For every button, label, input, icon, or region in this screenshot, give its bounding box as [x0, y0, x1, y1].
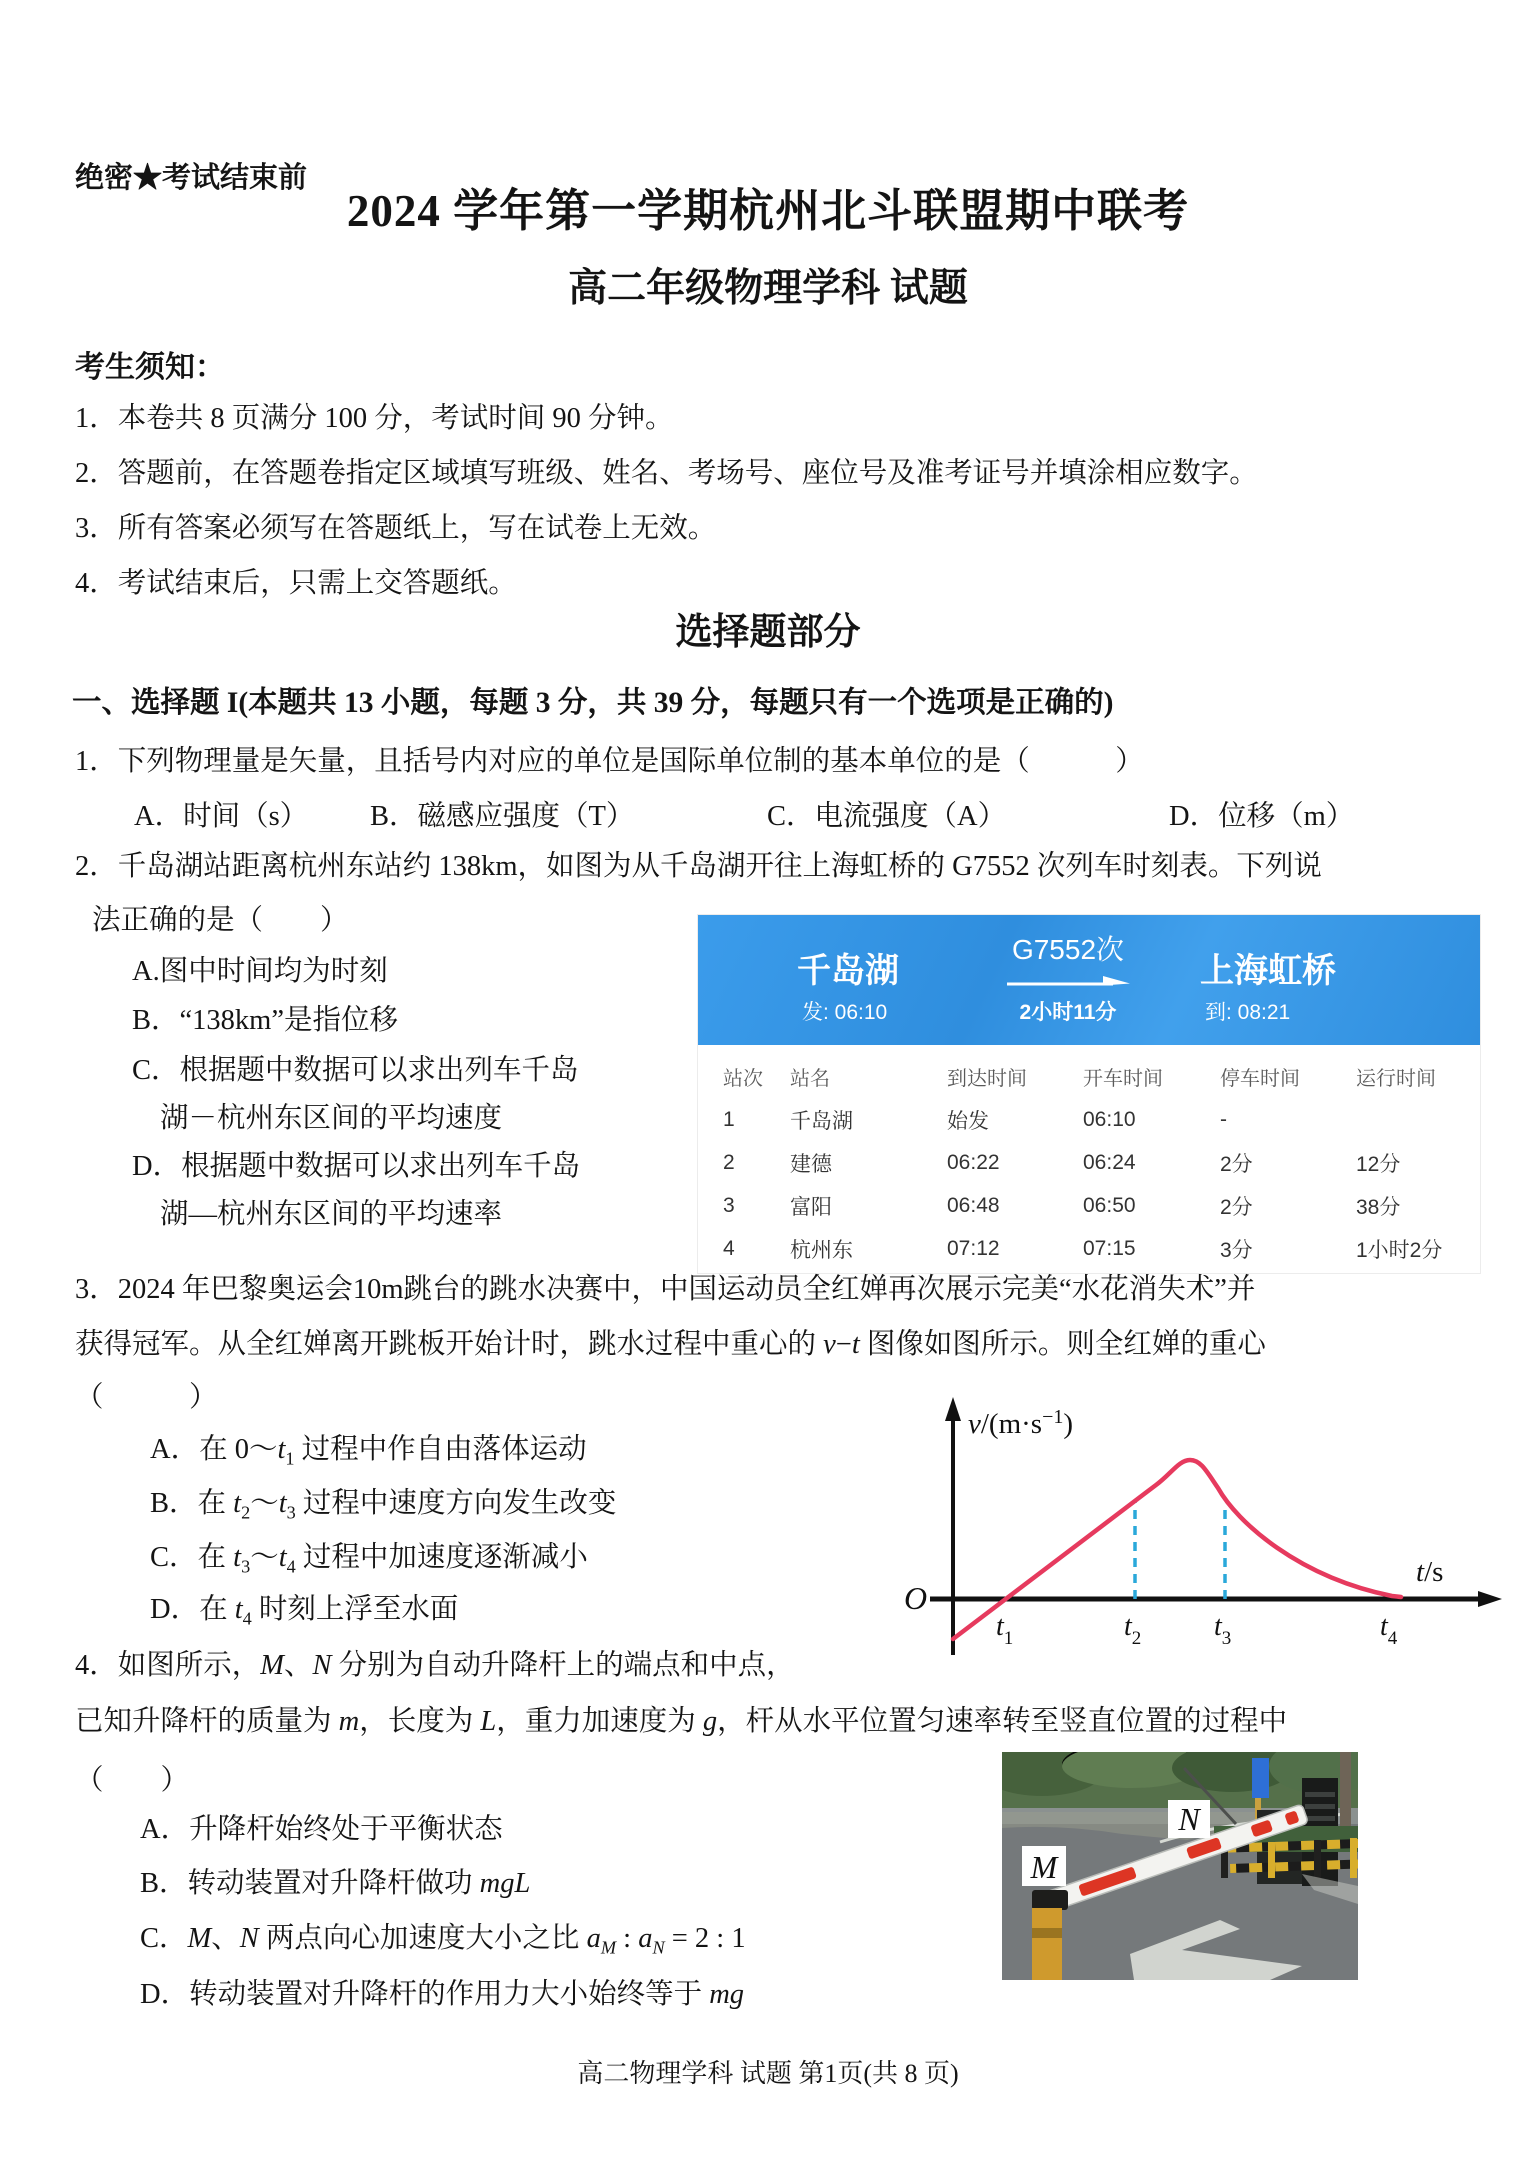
page-footer: 高二物理学科 试题 第1页(共 8 页)	[577, 2059, 959, 2088]
timetable-header	[698, 915, 1480, 1045]
q2-option-d-line2: 湖—杭州东区间的平均速率	[160, 1199, 503, 1230]
notice-item-1: 1．本卷共 8 页满分 100 分，考试时间 90 分钟。	[75, 403, 674, 434]
trip-duration: 2小时11分	[1019, 1001, 1117, 1024]
q1-option-c: C．电流强度（A）	[767, 801, 1007, 832]
point-n-label: N	[1178, 1801, 1200, 1837]
notice-heading: 考生须知：	[75, 351, 225, 384]
table-cell: 千岛湖	[790, 1109, 853, 1133]
col-header: 站次	[723, 1068, 763, 1090]
part-heading: 选择题部分	[675, 612, 861, 653]
q4-option-b: B．转动装置对升降杆做功 mgL	[140, 1868, 531, 1899]
train-arrow-icon	[1003, 973, 1133, 989]
q1-option-a: A．时间（s）	[134, 801, 309, 832]
table-cell: 07:15	[1083, 1236, 1136, 1260]
table-cell: -	[1220, 1107, 1227, 1131]
table-cell: 06:50	[1083, 1193, 1136, 1217]
table-cell: 06:22	[947, 1150, 1000, 1174]
col-header: 运行时间	[1356, 1068, 1436, 1090]
tick-t1: $t_1$	[996, 1611, 1014, 1649]
table-cell: 富阳	[790, 1195, 832, 1219]
point-m-label: M	[1030, 1849, 1058, 1885]
q4-option-d: D．转动装置对升降杆的作用力大小始终等于 mg	[140, 1979, 745, 2010]
q4-option-c: C．M、N 两点向心加速度大小之比 $a_M$ : $a_N = 2$ : 1	[140, 1923, 746, 1958]
table-cell: 2分	[1220, 1152, 1253, 1176]
q2-stem-line2: 法正确的是（ ）	[92, 905, 349, 936]
q3-stem-line3: （ ）	[75, 1382, 218, 1413]
q3-option-c: C．在 $t_3\sim t_4$ 过程中加速度逐渐减小	[150, 1542, 588, 1577]
table-cell: 始发	[947, 1109, 989, 1133]
vt-graph-figure	[868, 1383, 1508, 1668]
table-cell: 杭州东	[790, 1238, 853, 1262]
q2-stem-line1: 2．千岛湖站距离杭州东站约 138km，如图为从千岛湖开往上海虹桥的 G7552 次列车时刻表。下列说	[75, 851, 1322, 882]
tick-t3: $t_3$	[1214, 1611, 1232, 1649]
q3-option-b: B．在 $t_2\sim t_3$ 过程中速度方向发生改变	[150, 1488, 617, 1523]
table-cell: 06:48	[947, 1193, 1000, 1217]
y-axis-label: $v/(m\cdot s^{-1})$	[968, 1406, 1074, 1440]
q2-option-a: A.图中时间均为时刻	[132, 956, 388, 987]
yellow-post	[1032, 1908, 1062, 1980]
tick-t4: $t_4$	[1380, 1611, 1398, 1649]
q3-stem-line2: 获得冠军。从全红婵离开跳板开始计时，跳水过程中重心的 v−t 图像如图所示。则全红婵的重心	[75, 1329, 1266, 1360]
tick-t2: $t_2$	[1124, 1611, 1142, 1649]
q4-stem-line2: 已知升降杆的质量为 m，长度为 L，重力加速度为 g，杆从水平位置匀速率转至竖直位置的过程中	[75, 1706, 1288, 1737]
q3-option-d: D．在 $t_4$ 时刻上浮至水面	[150, 1594, 459, 1629]
page-title: 2024 学年第一学期杭州北斗联盟期中联考	[346, 186, 1190, 236]
timetable-table	[723, 1055, 1475, 1270]
q3-stem-line1: 3．2024 年巴黎奥运会10m跳台的跳水决赛中，中国运动员全红婵再次展示完美“水花消失术”并	[75, 1274, 1256, 1305]
depart-time: 发: 06:10	[802, 1001, 888, 1024]
to-station: 上海虹桥	[1200, 952, 1336, 990]
col-header: 站名	[790, 1068, 830, 1090]
origin-label: O	[904, 1580, 928, 1616]
table-cell: 12分	[1356, 1152, 1401, 1176]
q2-option-d-line1: D．根据题中数据可以求出列车千岛	[132, 1151, 581, 1182]
arm-hinge	[1032, 1890, 1068, 1910]
q2-option-c-line2: 湖－杭州东区间的平均速度	[160, 1103, 503, 1134]
from-station: 千岛湖	[797, 952, 899, 990]
q1-stem: 1．下列物理量是矢量，且括号内对应的单位是国际单位制的基本单位的是（ ）	[75, 746, 1144, 777]
table-cell: 06:10	[1083, 1107, 1136, 1131]
q1-option-d: D．位移（m）	[1169, 801, 1355, 832]
notice-item-4: 4．考试结束后，只需上交答题纸。	[75, 568, 517, 599]
q4-stem-line3: （ ）	[75, 1765, 190, 1796]
train-timetable-figure	[698, 915, 1480, 1273]
table-cell: 2	[723, 1150, 735, 1174]
arrive-time: 到: 08:21	[1205, 1001, 1291, 1024]
q2-option-c-line1: C．根据题中数据可以求出列车千岛	[132, 1055, 579, 1086]
q3-option-a: A．在 $0\sim t_1$ 过程中作自由落体运动	[150, 1434, 587, 1469]
table-cell: 3	[723, 1193, 735, 1217]
notice-item-2: 2．答题前，在答题卷指定区域填写班级、姓名、考场号、座位号及准考证号并填涂相应数字。	[75, 458, 1258, 489]
q4-stem-line1: 4．如图所示，M、N 分别为自动升降杆上的端点和中点，	[75, 1650, 795, 1681]
col-header: 开车时间	[1083, 1068, 1163, 1090]
notice-item-3: 3．所有答案必须写在答题纸上，写在试卷上无效。	[75, 513, 717, 544]
table-cell: 1	[723, 1107, 735, 1131]
table-cell: 建德	[790, 1152, 832, 1176]
table-cell: 2分	[1220, 1195, 1253, 1219]
q4-option-a: A．升降杆始终处于平衡状态	[140, 1814, 503, 1845]
table-cell: 07:12	[947, 1236, 1000, 1260]
blue-sign	[1252, 1758, 1269, 1798]
x-axis-label: t/s	[1416, 1556, 1444, 1588]
t-axis-arrow-icon	[1478, 1591, 1502, 1607]
table-cell: 1小时2分	[1356, 1238, 1443, 1262]
table-cell: 3分	[1220, 1238, 1253, 1262]
table-cell: 4	[723, 1236, 735, 1260]
page-subtitle: 高二年级物理学科 试题	[568, 267, 968, 310]
train-number: G7552次	[1011, 934, 1125, 965]
q1-option-b: B．磁感应强度（T）	[370, 801, 635, 832]
col-header: 到达时间	[947, 1068, 1027, 1090]
barrier-gate-photo	[1002, 1752, 1358, 1980]
v-axis-arrow-icon	[945, 1397, 961, 1421]
velocity-curve	[953, 1460, 1401, 1639]
group-heading: 一、选择题 I(本题共 13 小题，每题 3 分，共 39 分，每题只有一个选项是正确的)	[72, 687, 1114, 719]
q2-option-b: B．“138km”是指位移	[132, 1005, 398, 1036]
table-cell: 38分	[1356, 1195, 1401, 1219]
classification-banner: 绝密★考试结束前	[75, 162, 308, 194]
table-cell: 06:24	[1083, 1150, 1136, 1174]
col-header: 停车时间	[1220, 1068, 1300, 1090]
